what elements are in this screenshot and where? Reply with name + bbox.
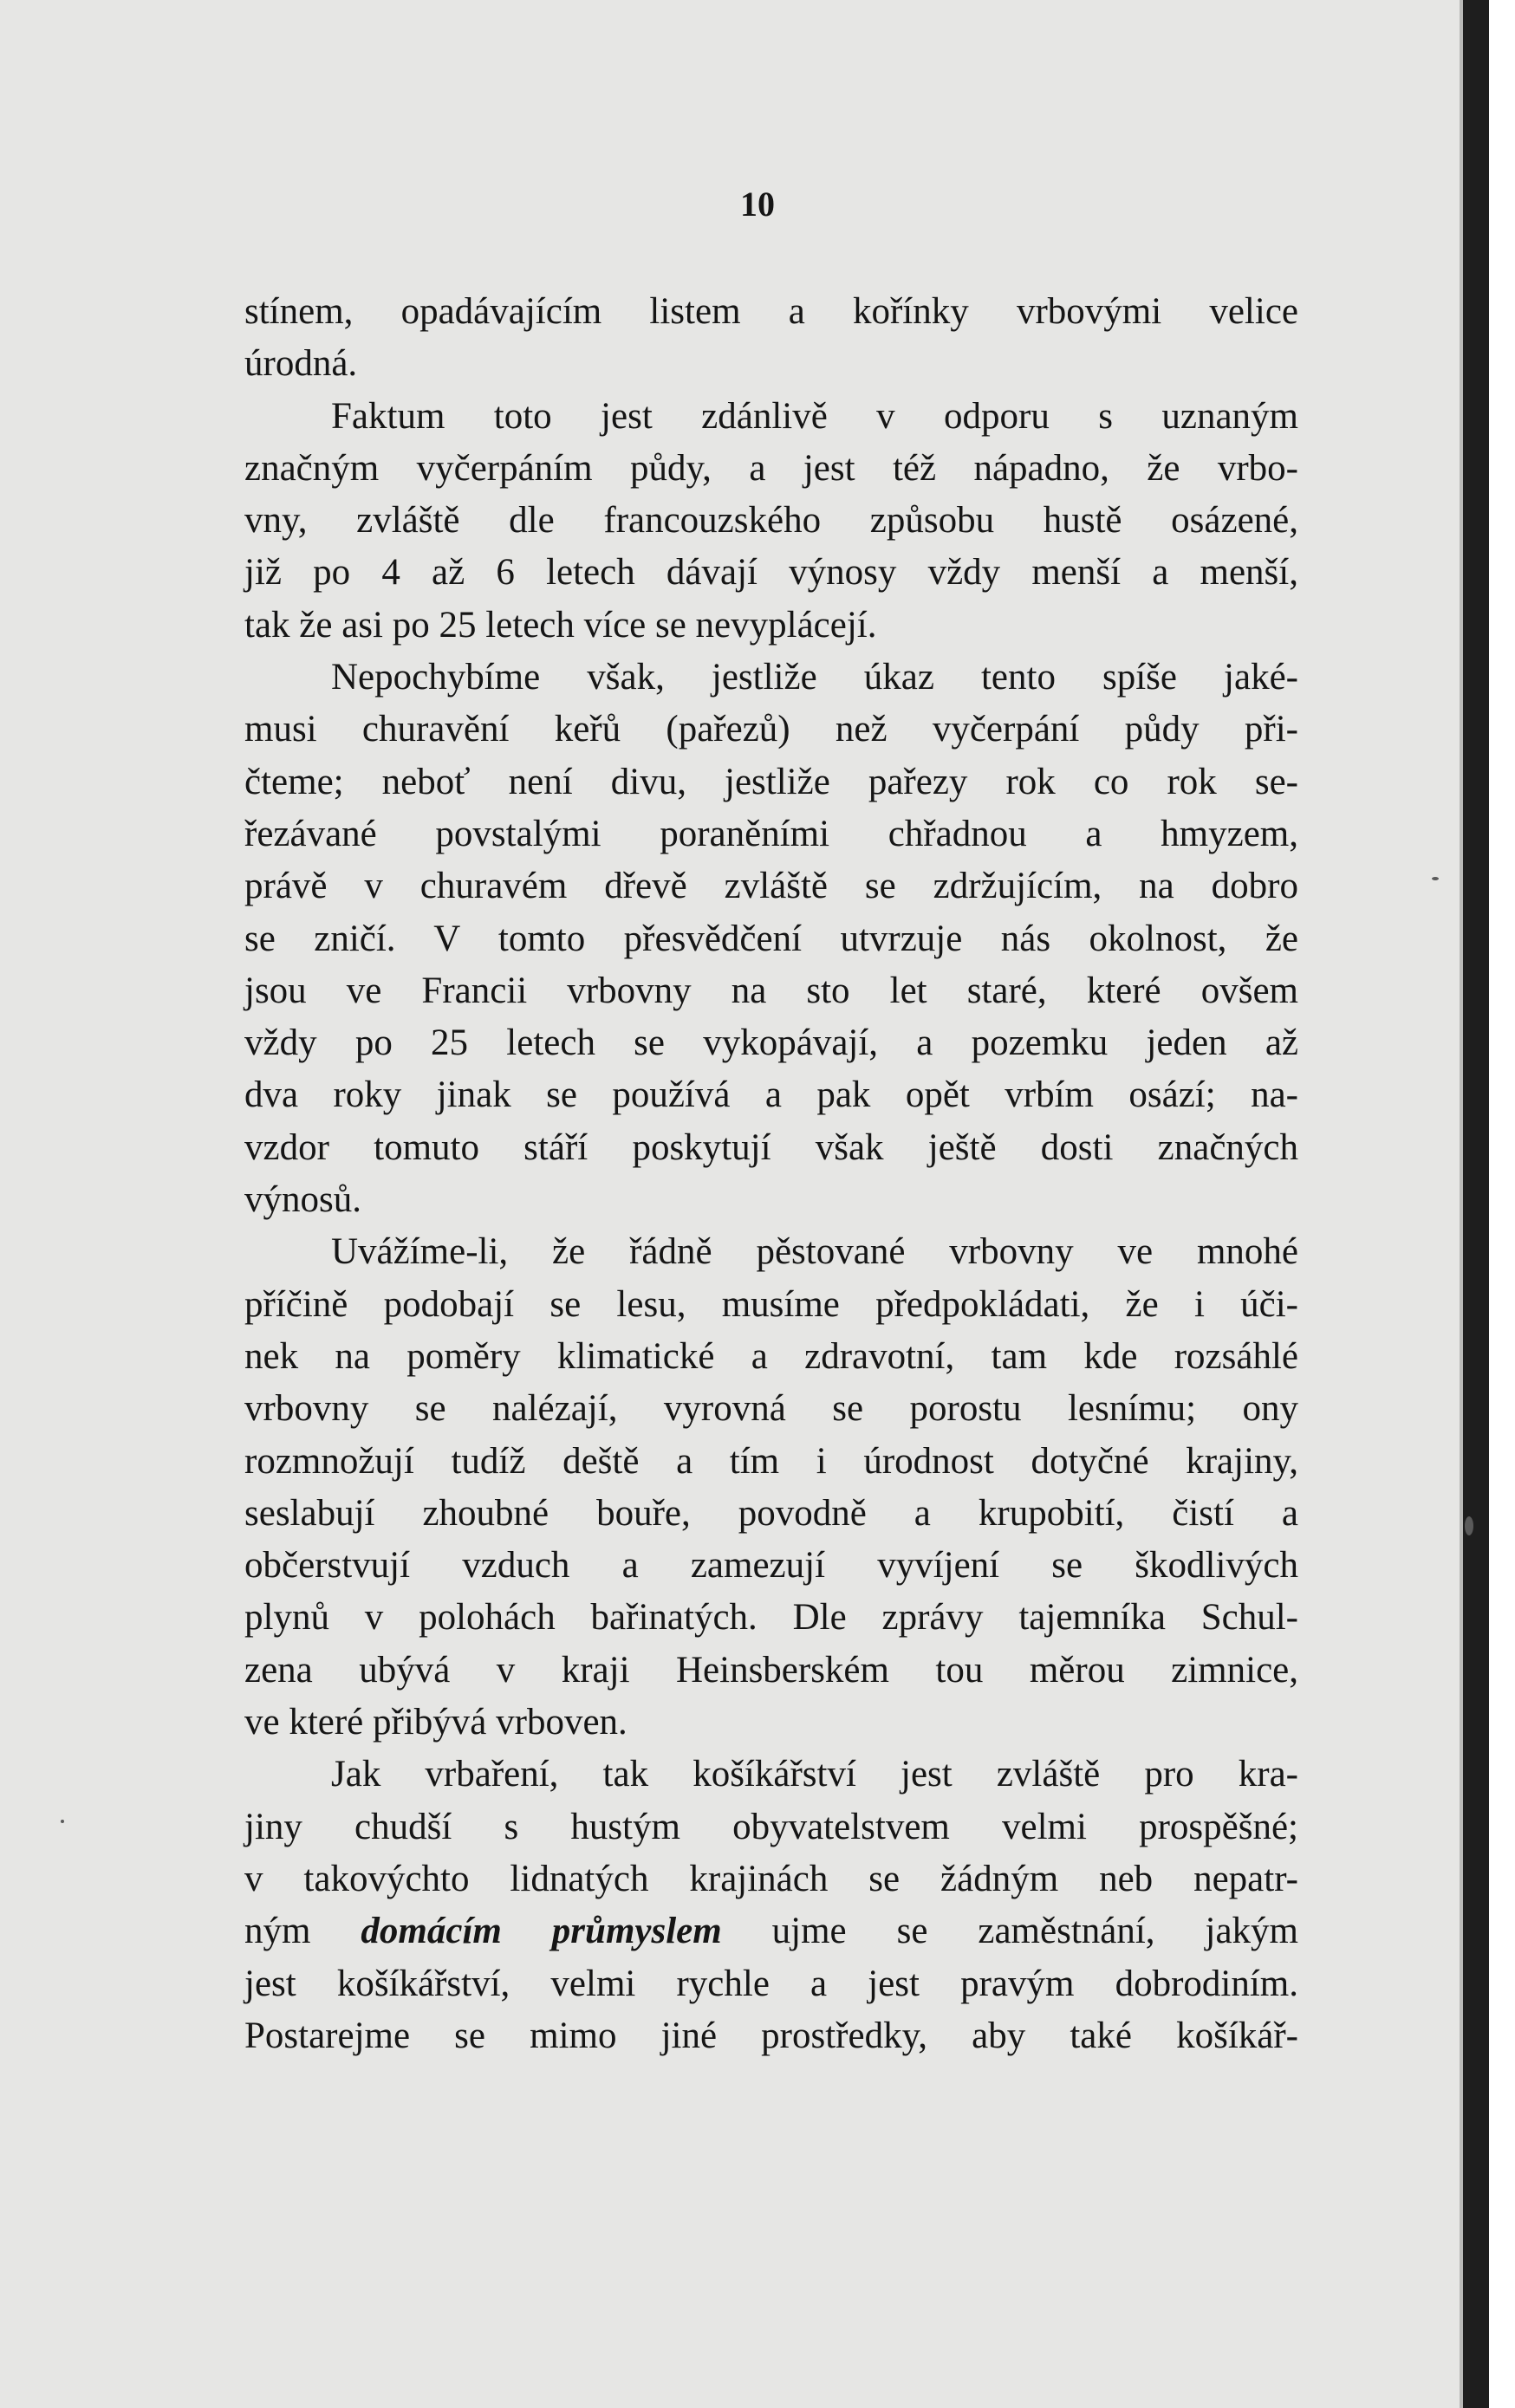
paragraph [244,286,1298,391]
text-line: jsou ve Francii vrbovny na sto let staré, které ovšem [244,970,1298,1011]
text-line: tak že asi po 25 letech více se nevyplácejí. [244,604,877,646]
text-line: se zničí. V tomto přesvědčení utvrzuje nás okolnost, že [244,918,1298,959]
scan-speck [1432,877,1439,880]
text-line: občerstvují vzduch a zamezují vyvíjení se škodlivých [244,1545,1298,1587]
paragraph [244,391,1298,652]
page-number: 10 [740,185,775,224]
scan-speck [1465,1516,1473,1535]
text-line: vny, zvláště dle francouzského způsobu hustě osázené, [244,500,1298,542]
text-line: vždy po 25 letech se vykopávají, a pozemku jeden až [244,1022,1298,1064]
text-line: plynů v polohách bařinatých. Dle zprávy tajemníka Schul- [244,1597,1298,1639]
text-line: již po 4 až 6 letech dávají výnosy vždy menší a menší, [244,552,1298,594]
page-edge [1463,0,1489,2408]
text-line: ným domácím průmyslem ujme se zaměstnání, jakým [244,1911,1298,1952]
text-line: značným vyčerpáním půdy, a jest též nápadno, že vrbo- [244,447,1298,489]
emphasis-text: domácím průmyslem [361,1911,722,1952]
paragraph [244,1749,1298,2062]
text-line: výnosů. [244,1179,361,1221]
text-line: řezávané povstalými poraněními chřadnou a hmyzem, [244,813,1298,854]
text-line: jest košíkářství, velmi rychle a jest pravým dobrodiním. [244,1963,1298,2004]
paragraph [244,652,1298,1226]
paragraph [244,1226,1298,1749]
text-line: úrodná. [244,343,358,385]
text-line: Nepochybíme však, jestliže úkaz tento spíše jaké- [331,657,1298,698]
text-line: nek na poměry klimatické a zdravotní, tam kde rozsáhlé [244,1335,1298,1377]
text-line: stínem, opadávajícím listem a kořínky vrbovými velice [244,291,1298,332]
text-line: čteme; neboť není divu, jestliže pařezy rok co rok se- [244,761,1298,802]
text-line: zena ubývá v kraji Heinsberském tou měrou zimnice, [244,1649,1298,1691]
body-text [244,286,1298,2062]
text-line: Uvážíme-li, že řádně pěstované vrbovny ve mnohé [331,1231,1298,1273]
scan-speck [61,1820,64,1823]
text-line: ve které přibývá vrboven. [244,1702,627,1743]
text-line: dva roky jinak se používá a pak opět vrbím osází; na- [244,1074,1298,1116]
text-line: příčině podobají se lesu, musíme předpokládati, že i úči- [244,1283,1298,1325]
text-line: musi churavění keřů (pařezů) než vyčerpání půdy při- [244,709,1298,750]
text-line: v takovýchto lidnatých krajinách se žádným neb nepatr- [244,1858,1298,1899]
text-line: Faktum toto jest zdánlivě v odporu s uznaným [331,395,1298,437]
text-line: právě v churavém dřevě zvláště se zdržujícím, na dobro [244,866,1298,907]
text-line: vzdor tomuto stáří poskytují však ještě dosti značných [244,1126,1298,1168]
text-line: Postarejme se mimo jiné prostředky, aby také košíkář- [244,2015,1298,2056]
text-line: rozmnožují tudíž deště a tím i úrodnost dotyčné krajiny, [244,1440,1298,1482]
text-line: seslabují zhoubné bouře, povodně a krupobití, čistí a [244,1492,1298,1534]
text-line: jiny chudší s hustým obyvatelstvem velmi prospěšné; [244,1806,1298,1847]
text-line: vrbovny se nalézají, vyrovná se porostu lesnímu; ony [244,1388,1298,1430]
text-line: Jak vrbaření, tak košíkářství jest zvláště pro kra- [331,1754,1298,1795]
